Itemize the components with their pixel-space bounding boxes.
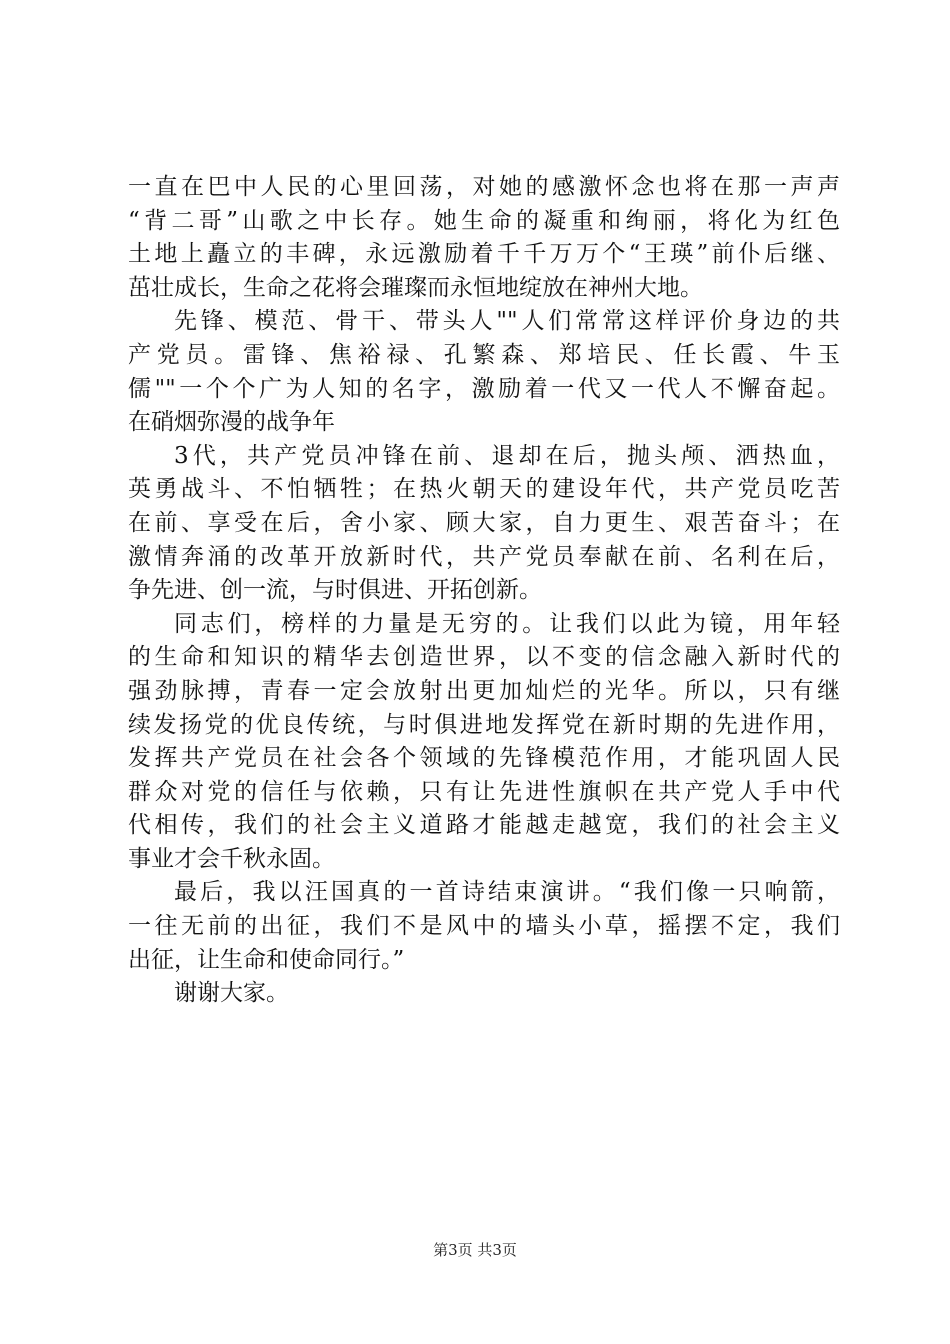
paragraph (128, 876, 840, 977)
paragraph (128, 440, 840, 608)
text-line: 一直在巴中人民的心里回荡，对她的感激怀念也将在那一声声 (128, 174, 840, 200)
text-line: 土地上矗立的丰碑，永远激励着千千万万个“王瑛”前仆后继、 (128, 241, 840, 268)
text-line: 产党员。雷锋、焦裕禄、孔繁森、郑培民、任长霞、牛玉 (128, 341, 840, 368)
page-footer (0, 1240, 950, 1260)
text-line: 在前、享受在后，舍小家、顾大家，自力更生、艰苦奋斗；在 (128, 509, 840, 536)
text-line: 儒""一个个广为人知的名字，激励着一代又一代人不懈奋起。 (128, 375, 840, 402)
text-line: 代相传，我们的社会主义道路才能越走越宽，我们的社会主义 (128, 812, 840, 839)
text-line: 强劲脉搏，青春一定会放射出更加灿烂的光华。所以，只有继 (128, 677, 840, 704)
paragraph (128, 608, 840, 877)
text-line: 英勇战斗、不怕牺牲；在热火朝天的建设年代，共产党员吃苦 (128, 476, 840, 503)
text-line: 事业才会千秋永固。 (128, 845, 335, 872)
text-line: “背二哥”山歌之中长存。她生命的凝重和绚丽，将化为红色 (128, 207, 840, 234)
text-line: 出征，让生命和使命同行。” (128, 946, 405, 973)
text-line: 一往无前的出征，我们不是风中的墙头小草，摇摆不定，我们 (128, 913, 840, 940)
paragraph (128, 977, 840, 1011)
text-line: 同志们，榜样的力量是无穷的。让我们以此为镜，用年轻 (174, 610, 840, 637)
text-line: 最后，我以汪国真的一首诗结束演讲。“我们像一只响箭， (174, 879, 840, 906)
paragraph (128, 305, 840, 439)
text-line: 的生命和知识的精华去创造世界，以不变的信念融入新时代的 (128, 644, 840, 671)
text-line: 群众对党的信任与依赖，只有让先进性旗帜在共产党人手中代 (128, 778, 840, 805)
text-line: 谢谢大家。 (174, 980, 289, 1007)
text-line: 续发扬党的优良传统，与时俱进地发挥党在新时期的先进作用， (128, 711, 840, 738)
document-body (128, 171, 840, 1011)
text-line: 在硝烟弥漫的战争年 (128, 409, 335, 436)
text-line: 激情奔涌的改革开放新时代，共产党员奉献在前、名利在后， (128, 543, 840, 570)
text-line: 茁壮成长，生命之花将会璀璨而永恒地绽放在神州大地。 (128, 274, 703, 301)
text-line: 3代，共产党员冲锋在前、退却在后，抛头颅、洒热血， (174, 442, 840, 469)
text-line: 先锋、模范、骨干、带头人""人们常常这样评价身边的共 (174, 308, 840, 335)
page-number: 第3页 共3页 (433, 1241, 517, 1259)
paragraph (128, 171, 840, 305)
text-line: 发挥共产党员在社会各个领域的先锋模范作用，才能巩固人民 (128, 745, 840, 772)
text-line: 争先进、创一流，与时俱进、开拓创新。 (128, 577, 542, 604)
